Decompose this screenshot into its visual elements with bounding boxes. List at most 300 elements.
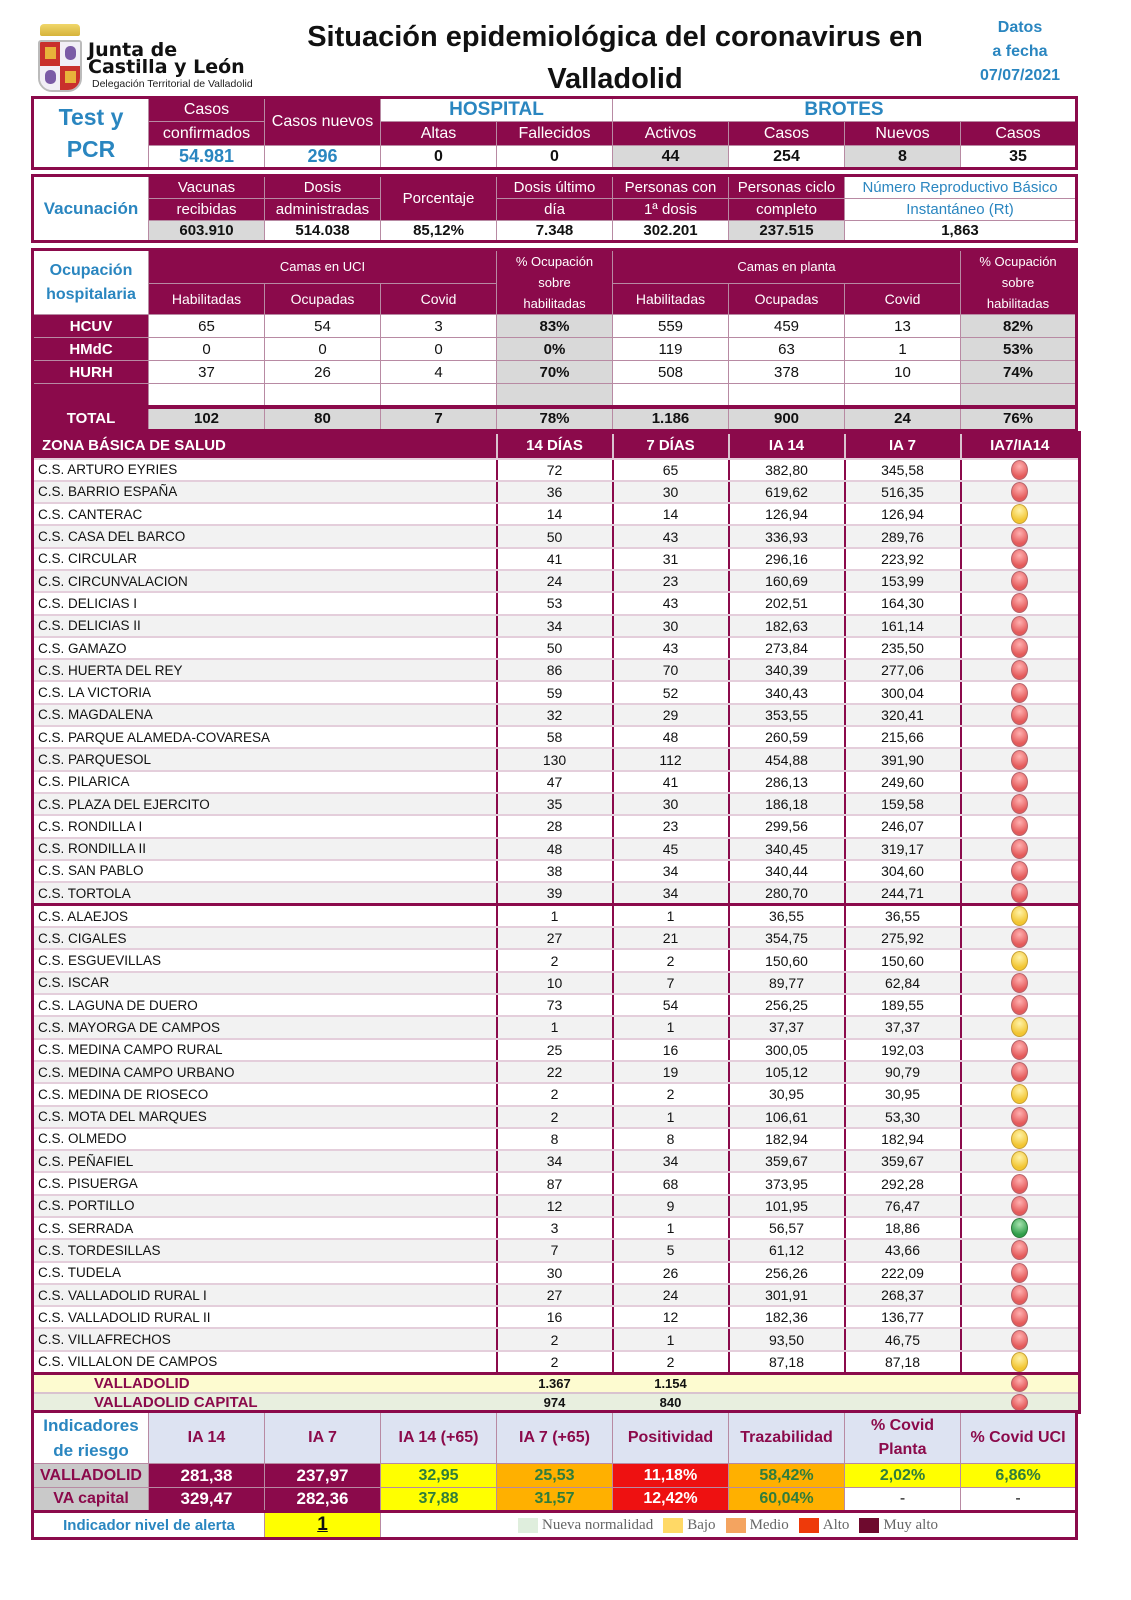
planta-pct: 74% [961,361,1077,384]
test-hospital-brotes-table [31,96,1078,170]
red-status-dot-icon [1011,1375,1028,1392]
zona-name: C.S. MAYORGA DE CAMPOS [33,1016,497,1038]
ind-positividad: 11,18% [613,1464,729,1488]
zona-7dias: 30 [613,481,729,503]
camas-planta-header: Camas en planta [613,250,961,284]
uci-covid: 4 [381,361,497,384]
planta-covid-header: Covid [845,283,961,314]
ind-header-ia14-65: IA 14 (+65) [381,1412,497,1464]
zona-7dias: 1 [613,905,729,928]
red-status-dot-icon [1011,527,1028,547]
uci-covid: 3 [381,315,497,338]
ind-header-ia14: IA 14 [149,1412,265,1464]
zona-ia7: 37,37 [845,1016,961,1038]
zona-7dias: 34 [613,860,729,882]
zona-ia14: 373,95 [729,1172,845,1194]
total-row [33,407,1077,431]
altas-value: 0 [381,146,497,169]
zona-trend [961,615,1080,637]
zona-trend [961,748,1080,770]
zona-trend [961,1083,1080,1105]
casos-nuevos-header: Casos nuevos [265,98,381,146]
red-status-dot-icon [1011,705,1028,725]
zona-trend [961,1172,1080,1194]
planta-pct [961,384,1077,407]
zona-ia14: 37,37 [729,1016,845,1038]
casos-confirmados-value: 54.981 [149,146,265,169]
personas-completo-value: 237.515 [729,221,845,242]
zona-name: C.S. CANTERAC [33,503,497,525]
zona-ia7: 289,76 [845,525,961,547]
red-status-dot-icon [1011,1307,1028,1327]
casos-nuevos-value: 296 [265,146,381,169]
zona-7dias: 52 [613,681,729,703]
red-status-dot-icon [1011,1240,1028,1260]
brotes-casos-value: 254 [729,146,845,169]
dosis-adm-header-2: administradas [265,198,381,221]
planta-ocupadas [729,384,845,407]
zona-7dias: 68 [613,1172,729,1194]
zona-trend [961,927,1080,949]
zona-ia14: 280,70 [729,882,845,905]
zona-ia7: 244,71 [845,882,961,905]
zona-7dias: 2 [613,949,729,971]
col-ia7-header: IA 7 [845,433,961,459]
ind-trazabilidad: 58,42% [729,1464,845,1488]
zona-trend [961,882,1080,905]
red-status-dot-icon [1011,1196,1028,1216]
zona-ia14: 182,63 [729,615,845,637]
red-status-dot-icon [1011,973,1028,993]
total-planta-covid: 24 [845,407,961,431]
uci-pct [497,384,613,407]
col-zona-header: ZONA BÁSICA DE SALUD [33,433,497,459]
zona-ia7: 53,30 [845,1106,961,1128]
zona-name: C.S. LAGUNA DE DUERO [33,994,497,1016]
activos-header: Activos [613,122,729,146]
summary-trend [961,1373,1080,1393]
zona-7dias: 43 [613,637,729,659]
zona-name: C.S. ARTURO EYRIES [33,459,497,481]
zona-ia7: 87,18 [845,1351,961,1374]
hospital-row [33,315,1077,338]
dosis-ultimo-header-1: Dosis último [497,176,613,199]
ind-covid-uci: 6,86% [961,1464,1077,1488]
summary-14dias: 1.367 [497,1373,613,1393]
zona-name: C.S. PEÑAFIEL [33,1150,497,1172]
uci-ocupadas: 26 [265,361,381,384]
zona-trend [961,592,1080,614]
table-row [33,481,1080,503]
legend-swatch-icon [518,1518,538,1533]
zona-14dias: 59 [497,681,613,703]
zona-trend [961,1284,1080,1306]
zona-trend [961,815,1080,837]
red-status-dot-icon [1011,1040,1028,1060]
zonas-header-row [33,433,1080,459]
zona-ia7: 304,60 [845,860,961,882]
zona-name: C.S. VALLADOLID RURAL I [33,1284,497,1306]
ind-header-covid-planta: % Covid Planta [845,1412,961,1464]
table-row [33,748,1080,770]
yellow-status-dot-icon [1011,906,1028,926]
red-status-dot-icon [1011,839,1028,859]
zona-14dias: 86 [497,659,613,681]
zona-name: C.S. VILLALON DE CAMPOS [33,1351,497,1374]
total-uci-covid: 7 [381,407,497,431]
zona-trend [961,1351,1080,1374]
yellow-status-dot-icon [1011,1017,1028,1037]
table-row [33,1239,1080,1261]
title-line-1: Situación epidemiológica del coronavirus en [307,21,923,53]
ind-ia14: 281,38 [149,1464,265,1488]
zona-trend [961,1239,1080,1261]
zona-14dias: 48 [497,838,613,860]
uci-habilitadas: 0 [149,338,265,361]
zona-ia14: 87,18 [729,1351,845,1374]
zona-ia7: 90,79 [845,1061,961,1083]
zona-trend [961,1106,1080,1128]
ind-row-label: VA capital [33,1488,149,1512]
zona-ia14: 105,12 [729,1061,845,1083]
yellow-status-dot-icon [1011,1129,1028,1149]
zona-ia7: 292,28 [845,1172,961,1194]
zona-name: C.S. DELICIAS II [33,615,497,637]
zona-name: C.S. TORTOLA [33,882,497,905]
table-row [33,459,1080,481]
zona-14dias: 3 [497,1217,613,1239]
zona-trend [961,1016,1080,1038]
zona-7dias: 14 [613,503,729,525]
legend-swatch-icon [663,1518,683,1533]
zona-trend [961,1195,1080,1217]
alert-level-value: 1 [265,1512,381,1539]
legend-item: Alto [799,1517,850,1534]
zona-7dias: 112 [613,748,729,770]
total-planta-pct: 76% [961,407,1077,431]
ocupacion-label: Ocupación hospitalaria [33,250,149,315]
zona-14dias: 34 [497,1150,613,1172]
casos-confirmados-header-1: Casos [149,98,265,122]
zona-name: C.S. PISUERGA [33,1172,497,1194]
zona-7dias: 26 [613,1262,729,1284]
zona-7dias: 54 [613,994,729,1016]
zona-14dias: 27 [497,927,613,949]
table-row [33,972,1080,994]
zona-ia7: 136,77 [845,1306,961,1328]
zona-ia7: 345,58 [845,459,961,481]
uci-habilitadas [149,384,265,407]
coat-of-arms-icon [36,18,80,90]
zona-trend [961,1262,1080,1284]
zona-name: C.S. MOTA DEL MARQUES [33,1106,497,1128]
test-pcr-label: Test y PCR [33,98,149,169]
zona-ia14: 299,56 [729,815,845,837]
zona-7dias: 7 [613,972,729,994]
zona-ia14: 296,16 [729,548,845,570]
hospital-name: HURH [33,361,149,384]
zona-14dias: 130 [497,748,613,770]
yellow-status-dot-icon [1011,1151,1028,1171]
zona-14dias: 22 [497,1061,613,1083]
planta-habilitadas: 559 [613,315,729,338]
zona-7dias: 70 [613,659,729,681]
red-status-dot-icon [1011,571,1028,591]
uci-ocupadas: 0 [265,338,381,361]
planta-habilitadas-header: Habilitadas [613,283,729,314]
zona-14dias: 7 [497,1239,613,1261]
ind-row-valladolid [33,1464,1077,1488]
zona-trend [961,1306,1080,1328]
zona-ia7: 268,37 [845,1284,961,1306]
zona-7dias: 30 [613,793,729,815]
ind-ia14-65: 32,95 [381,1464,497,1488]
red-status-dot-icon [1011,1330,1028,1350]
zona-ia7: 150,60 [845,949,961,971]
dosis-adm-header-1: Dosis [265,176,381,199]
ind-ia7-65: 31,57 [497,1488,613,1512]
ind-covid-uci: - [961,1488,1077,1512]
zona-trend [961,793,1080,815]
legend-item: Medio [726,1517,789,1534]
zona-ia7: 164,30 [845,592,961,614]
zona-trend [961,659,1080,681]
zona-name: C.S. VALLADOLID RURAL II [33,1306,497,1328]
ind-ia14-65: 37,88 [381,1488,497,1512]
zona-7dias: 29 [613,704,729,726]
hospital-name [33,384,149,407]
red-status-dot-icon [1011,638,1028,658]
zona-ia7: 222,09 [845,1262,961,1284]
page-title [290,16,940,100]
table-row [33,1106,1080,1128]
table-row [33,949,1080,971]
zona-name: C.S. ISCAR [33,972,497,994]
red-status-dot-icon [1011,883,1028,903]
ind-header-ia7-65: IA 7 (+65) [497,1412,613,1464]
zona-trend [961,905,1080,928]
zona-ia14: 182,94 [729,1128,845,1150]
zona-name: C.S. PARQUE ALAMEDA-COVARESA [33,726,497,748]
planta-covid: 10 [845,361,961,384]
zona-name: C.S. BARRIO ESPAÑA [33,481,497,503]
zona-trend [961,994,1080,1016]
zona-14dias: 10 [497,972,613,994]
zona-7dias: 48 [613,726,729,748]
zona-7dias: 41 [613,771,729,793]
planta-pct-header: % Ocupación sobre habilitadas [961,250,1077,315]
zona-name: C.S. CIRCULAR [33,548,497,570]
planta-ocupadas-header: Ocupadas [729,283,845,314]
zona-ia7: 159,58 [845,793,961,815]
ind-row-va-capital [33,1488,1077,1512]
summary-name: VALLADOLID [33,1373,497,1393]
zona-14dias: 32 [497,704,613,726]
zona-7dias: 21 [613,927,729,949]
zona-ia14: 30,95 [729,1083,845,1105]
zona-ia14: 202,51 [729,592,845,614]
zona-ia14: 61,12 [729,1239,845,1261]
zona-7dias: 2 [613,1083,729,1105]
table-row [33,1128,1080,1150]
zona-14dias: 28 [497,815,613,837]
zona-14dias: 38 [497,860,613,882]
ind-ia7: 282,36 [265,1488,381,1512]
zona-name: C.S. PLAZA DEL EJERCITO [33,793,497,815]
zona-7dias: 5 [613,1239,729,1261]
table-row [33,838,1080,860]
zona-7dias: 1 [613,1328,729,1350]
rt-header-1: Número Reproductivo Básico [845,176,1077,199]
alert-legend [381,1512,1077,1539]
uci-habilitadas-header: Habilitadas [149,283,265,314]
summary-name: VALLADOLID CAPITAL [33,1393,497,1413]
zona-trend [961,1039,1080,1061]
total-planta-habilitadas: 1.186 [613,407,729,431]
zona-name: C.S. TUDELA [33,1262,497,1284]
dosis-adm-value: 514.038 [265,221,381,242]
a-fecha-label: a fecha [992,43,1048,60]
rt-header-2: Instantáneo (Rt) [845,198,1077,221]
legend-swatch-icon [799,1518,819,1533]
table-row [33,659,1080,681]
zona-14dias: 72 [497,459,613,481]
zona-14dias: 87 [497,1172,613,1194]
table-row [33,503,1080,525]
zona-name: C.S. CIGALES [33,927,497,949]
zona-ia14: 300,05 [729,1039,845,1061]
zona-14dias: 53 [497,592,613,614]
legend-swatch-icon [726,1518,746,1533]
zona-ia7: 223,92 [845,548,961,570]
zonas-salud-table [31,431,1081,1414]
total-label: TOTAL [33,407,149,431]
zona-ia14: 340,43 [729,681,845,703]
table-row [33,1039,1080,1061]
zona-ia14: 126,94 [729,503,845,525]
zona-ia14: 286,13 [729,771,845,793]
zona-7dias: 16 [613,1039,729,1061]
zona-name: C.S. PORTILLO [33,1195,497,1217]
logo-line-1: Junta de [88,39,178,61]
zona-7dias: 12 [613,1306,729,1328]
zona-ia7: 192,03 [845,1039,961,1061]
date-value: 07/07/2021 [979,67,1061,84]
ocupacion-table [31,248,1078,432]
activos-value: 44 [613,146,729,169]
ind-ia7: 237,97 [265,1464,381,1488]
vacunas-recibidas-header-2: recibidas [149,198,265,221]
zona-name: C.S. HUERTA DEL REY [33,659,497,681]
zona-name: C.S. LA VICTORIA [33,681,497,703]
table-row [33,815,1080,837]
zona-ia7: 46,75 [845,1328,961,1350]
planta-pct: 82% [961,315,1077,338]
zona-ia14: 256,25 [729,994,845,1016]
zona-14dias: 41 [497,548,613,570]
zona-ia14: 619,62 [729,481,845,503]
summary-row [33,1373,1080,1393]
zona-14dias: 8 [497,1128,613,1150]
table-row [33,1172,1080,1194]
zona-trend [961,1217,1080,1239]
red-status-dot-icon [1011,616,1028,636]
red-status-dot-icon [1011,727,1028,747]
table-row [33,1083,1080,1105]
col-7dias-header: 7 DÍAS [613,433,729,459]
zona-14dias: 12 [497,1195,613,1217]
zona-name: C.S. CASA DEL BARCO [33,525,497,547]
zona-ia7: 275,92 [845,927,961,949]
zona-ia7: 246,07 [845,815,961,837]
planta-ocupadas: 63 [729,338,845,361]
zona-trend [961,860,1080,882]
zona-name: C.S. MEDINA CAMPO RURAL [33,1039,497,1061]
table-row [33,1262,1080,1284]
dosis-ultimo-value: 7.348 [497,221,613,242]
uci-pct: 70% [497,361,613,384]
table-row [33,548,1080,570]
zona-ia14: 160,69 [729,570,845,592]
zona-trend [961,838,1080,860]
zona-14dias: 16 [497,1306,613,1328]
red-status-dot-icon [1011,1107,1028,1127]
table-row [33,525,1080,547]
red-status-dot-icon [1011,1062,1028,1082]
planta-covid: 1 [845,338,961,361]
personas-completo-header-1: Personas ciclo [729,176,845,199]
zona-7dias: 34 [613,882,729,905]
col-14dias-header: 14 DÍAS [497,433,613,459]
porcentaje-header: Porcentaje [381,176,497,221]
table-row [33,905,1080,928]
zona-trend [961,570,1080,592]
red-status-dot-icon [1011,683,1028,703]
zona-ia7: 319,17 [845,838,961,860]
hospital-row-empty [33,384,1077,407]
zona-ia14: 340,44 [729,860,845,882]
red-status-dot-icon [1011,549,1028,569]
logo-line-2: Castilla y León [88,56,245,78]
zona-ia14: 359,67 [729,1150,845,1172]
ind-row-label: VALLADOLID [33,1464,149,1488]
legend-swatch-icon [859,1518,879,1533]
table-row [33,860,1080,882]
zona-name: C.S. PILARICA [33,771,497,793]
yellow-status-dot-icon [1011,1352,1028,1372]
uci-habilitadas: 65 [149,315,265,338]
table-row [33,994,1080,1016]
table-row [33,1016,1080,1038]
zona-name: C.S. OLMEDO [33,1128,497,1150]
red-status-dot-icon [1011,816,1028,836]
zona-14dias: 27 [497,1284,613,1306]
table-row [33,1150,1080,1172]
zona-ia7: 249,60 [845,771,961,793]
zona-ia14: 336,93 [729,525,845,547]
zona-ia7: 359,67 [845,1150,961,1172]
zona-trend [961,704,1080,726]
zona-7dias: 1 [613,1106,729,1128]
zona-trend [961,1150,1080,1172]
zona-ia7: 182,94 [845,1128,961,1150]
zona-trend [961,949,1080,971]
zona-trend [961,681,1080,703]
zona-name: C.S. SAN PABLO [33,860,497,882]
zona-14dias: 25 [497,1039,613,1061]
zona-7dias: 19 [613,1061,729,1083]
red-status-dot-icon [1011,593,1028,613]
